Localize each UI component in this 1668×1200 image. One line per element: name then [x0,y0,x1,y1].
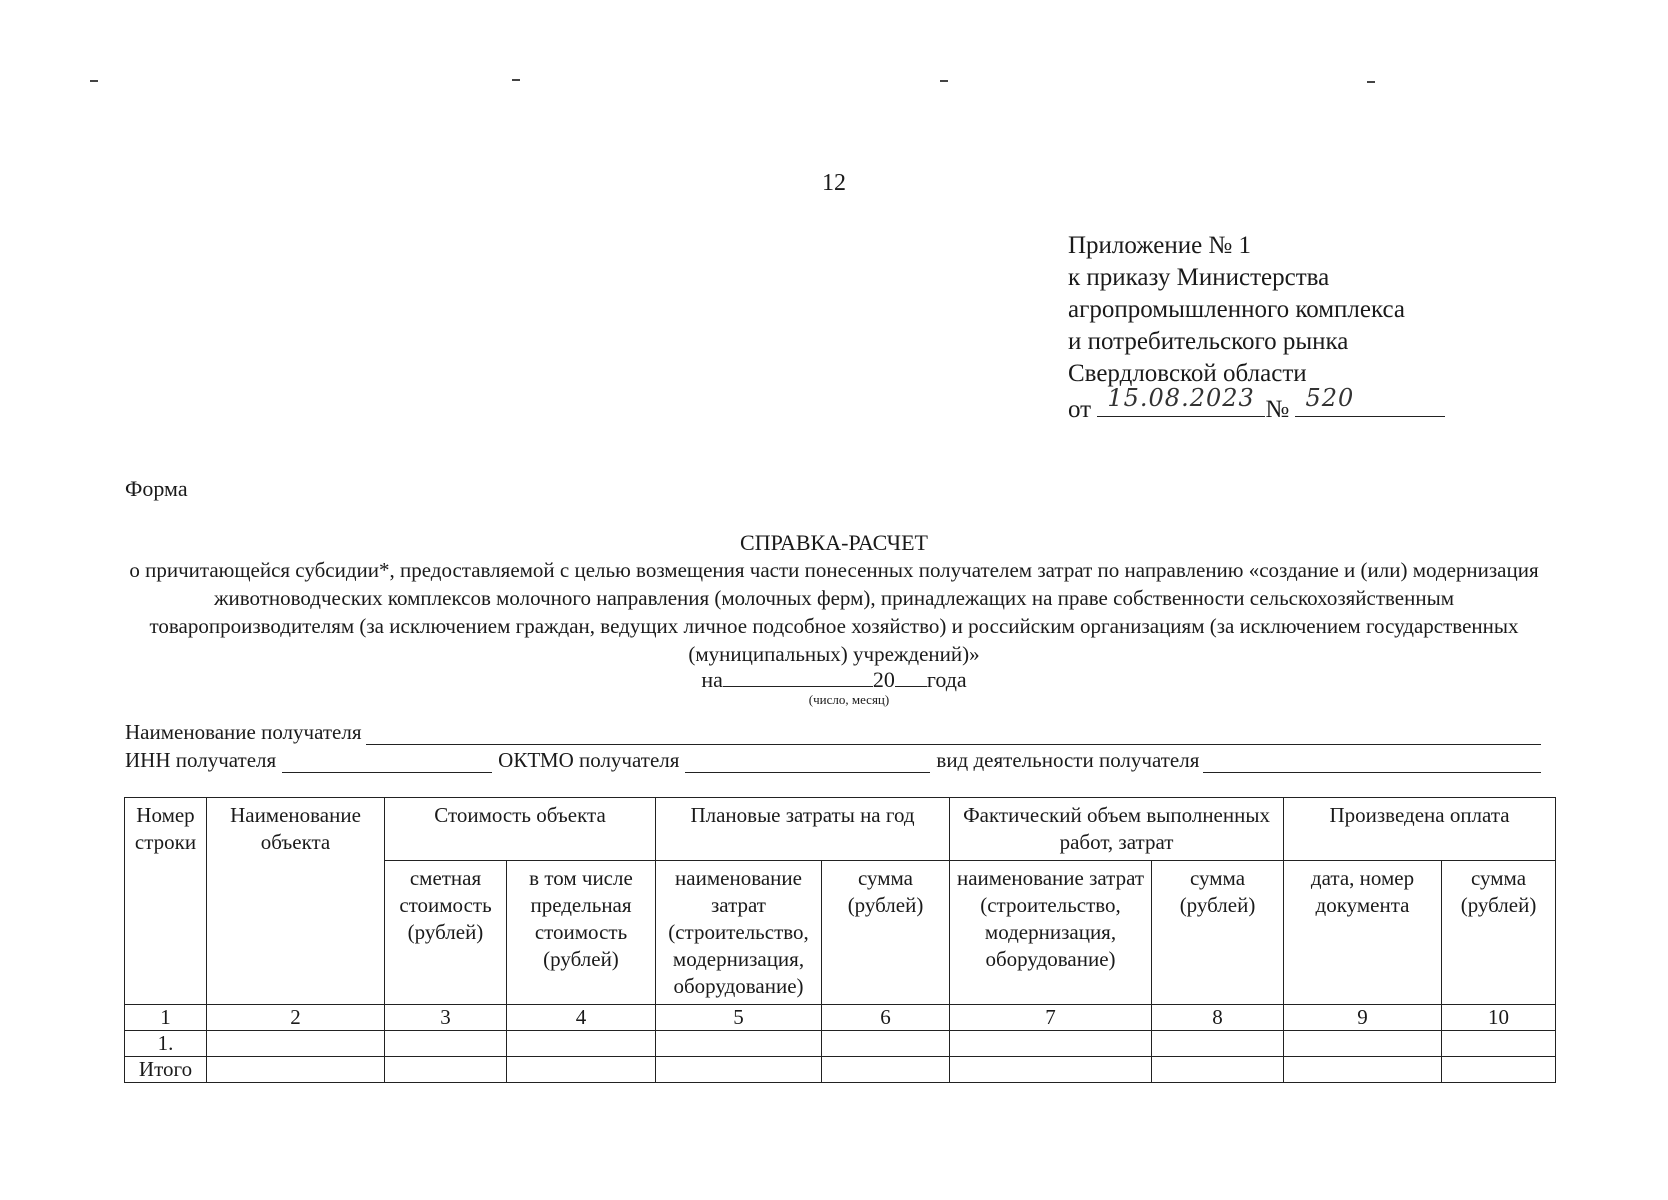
table-cell[interactable] [950,1057,1152,1083]
table-cell[interactable] [507,1031,656,1057]
document-subtitle: о причитающейся субсидии*, предоставляемой с целью возмещения части понесенных получателем затрат по направлению «создание и (или) модернизация животноводческих комплексов молочного направления (молочных ферм), принадлежащих на праве собственности сельскохозяйственным товаропроизводителям (за исключением граждан, ведущих личное подсобное хозяйство) и российским организациям (за исключением государственных (муниципальных) учреждений)» [129,558,1539,666]
scan-speck [1367,81,1375,83]
table-row-total [125,1057,1556,1083]
table-cell[interactable] [822,1031,950,1057]
appendix-block [1068,230,1445,426]
order-date-handwritten: 15.08.2023 [1107,384,1255,412]
recipient-name-label: Наименование получателя [125,720,362,744]
table-cell[interactable] [385,1057,507,1083]
date-prefix: на [701,667,723,692]
year-prefix: 20 [872,667,895,692]
column-number: 3 [385,1005,507,1031]
page-number: 12 [822,170,846,196]
date-suffix: года [926,667,967,692]
activity-label: вид деятельности получателя [936,748,1200,772]
header-row [125,798,1556,861]
document-title: СПРАВКА-РАСЧЕТ [740,530,928,555]
form-label: Форма [125,476,188,501]
column-number: 1 [125,1005,207,1031]
column-number: 6 [822,1005,950,1031]
table-cell[interactable] [1152,1057,1284,1083]
column-number: 2 [207,1005,385,1031]
column-number-row [125,1005,1556,1031]
appendix-line: Приложение № 1 [1068,232,1252,259]
table-cell[interactable] [207,1057,385,1083]
table-cell[interactable] [950,1031,1152,1057]
order-date-field [1097,384,1265,417]
oktmo-field[interactable] [685,752,930,773]
column-number: 10 [1442,1005,1556,1031]
oktmo-label: ОКТМО получателя [498,748,680,772]
order-date-number-line [1068,384,1445,426]
subheader-cell: сумма (рублей) [1152,861,1284,1005]
number-label: № [1265,396,1290,423]
appendix-line: и потребительского рынка [1068,328,1349,355]
scan-speck [940,80,948,82]
inn-label: ИНН получателя [125,748,277,772]
scan-speck [512,79,520,81]
appendix-line: Свердловской области [1068,360,1307,387]
year-blank[interactable] [895,666,927,687]
table-cell[interactable] [1442,1031,1556,1057]
report-date-line [0,666,1668,693]
header-cost-group: Стоимость объекта [385,798,656,861]
order-number-handwritten: 520 [1305,384,1355,412]
table-cell[interactable] [1284,1031,1442,1057]
table-cell[interactable] [1442,1057,1556,1083]
header-planned-group: Плановые затраты на год [656,798,950,861]
row-label: Итого [125,1057,207,1083]
subheader-cell: дата, номер документа [1284,861,1442,1005]
header-object-name: Наименование объекта [207,798,385,1005]
header-actual-group: Фактический объем выполненных работ, затрат [950,798,1284,861]
table-cell[interactable] [1152,1031,1284,1057]
column-number: 5 [656,1005,822,1031]
header-row-number: Номер строки [125,798,207,1005]
scan-speck [90,80,98,82]
inn-field[interactable] [282,752,492,773]
date-hint: (число, месяц) [808,692,890,707]
calculation-table [124,797,1556,1083]
activity-field[interactable] [1203,752,1541,773]
recipient-codes-row [125,748,1545,773]
table-cell[interactable] [385,1031,507,1057]
column-number: 4 [507,1005,656,1031]
appendix-line: к приказу Министерства [1068,264,1330,291]
subheader-cell: сметная стоимость (рублей) [385,861,507,1005]
column-number: 7 [950,1005,1152,1031]
subheader-cell: наименование затрат (строительство, модернизация, оборудование) [656,861,822,1005]
recipient-name-row [125,720,1545,745]
table-cell[interactable] [1284,1057,1442,1083]
column-number: 8 [1152,1005,1284,1031]
table-cell[interactable] [656,1057,822,1083]
table-cell[interactable] [207,1031,385,1057]
table-row [125,1031,1556,1057]
row-label: 1. [125,1031,207,1057]
header-paid-group: Произведена оплата [1284,798,1556,861]
subheader-cell: сумма (рублей) [822,861,950,1005]
column-number: 9 [1284,1005,1442,1031]
table-cell[interactable] [507,1057,656,1083]
subheader-cell: сумма (рублей) [1442,861,1556,1005]
recipient-name-field[interactable] [366,724,1542,745]
subheader-cell: в том числе предельная стоимость (рублей) [507,861,656,1005]
table-cell[interactable] [822,1057,950,1083]
order-number-field [1295,384,1445,417]
appendix-line: агропромышленного комплекса [1068,296,1406,323]
date-blank[interactable] [723,666,873,687]
from-label: от [1068,396,1092,423]
subheader-cell: наименование затрат (строительство, модернизация, оборудование) [950,861,1152,1005]
table-cell[interactable] [656,1031,822,1057]
